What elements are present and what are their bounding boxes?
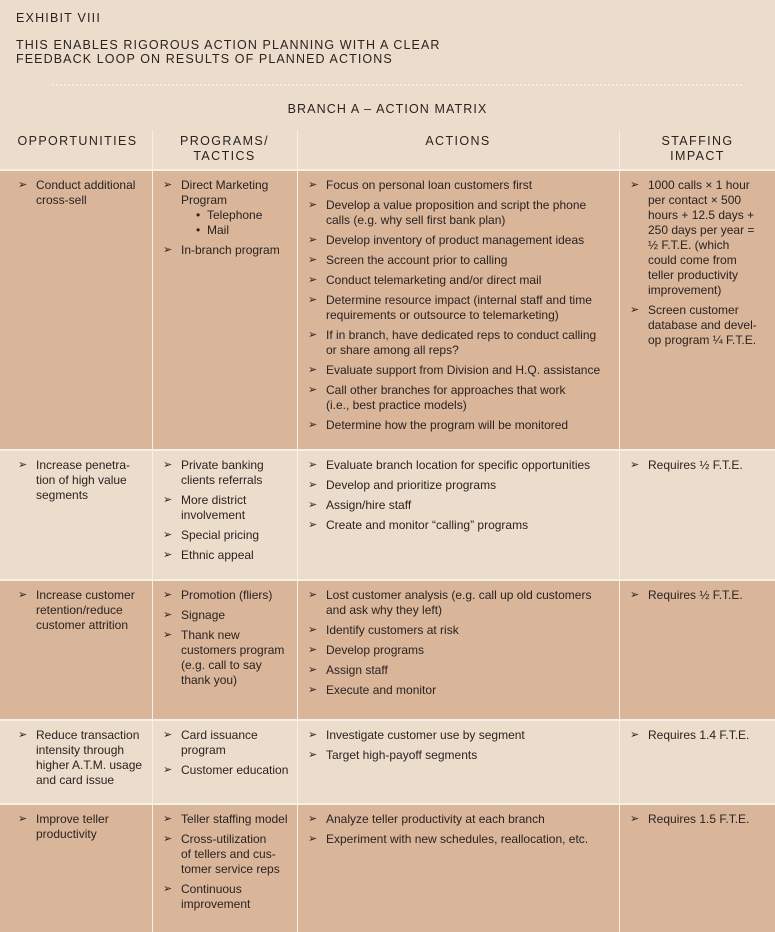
column-divider xyxy=(297,130,298,932)
action-item xyxy=(308,233,618,248)
arrow-bullet-icon: ➢ xyxy=(163,833,173,845)
text-line: Analyze teller productivity at each branch xyxy=(326,812,545,826)
dotted-divider xyxy=(52,84,742,86)
text-line: Reduce transaction xyxy=(36,728,140,742)
text-line: If in branch, have dedicated reps to conduct calling xyxy=(326,328,597,342)
text-line: Program xyxy=(181,193,228,207)
text-line: Assign/hire staff xyxy=(326,498,412,512)
arrow-bullet-icon: ➢ xyxy=(163,729,173,741)
text-line: productivity xyxy=(36,827,97,841)
opportunity-item xyxy=(18,728,148,788)
text-line: retention/reduce xyxy=(36,603,123,617)
headline xyxy=(16,38,616,66)
matrix-row xyxy=(0,804,775,932)
text-line: Determine how the program will be monitored xyxy=(326,418,569,432)
arrow-bullet-icon: ➢ xyxy=(163,813,173,825)
text-line: Develop inventory of product management ideas xyxy=(326,233,585,247)
arrow-bullet-icon: ➢ xyxy=(18,459,28,471)
matrix-cell-staffing xyxy=(630,812,770,832)
text-line: Experiment with new schedules, reallocation, etc. xyxy=(326,832,589,846)
text-line: and ask why they left) xyxy=(326,603,443,617)
arrow-bullet-icon: ➢ xyxy=(630,813,640,825)
matrix-cell-actions xyxy=(308,812,618,852)
text-line: customers program xyxy=(181,643,285,657)
text-line: could come from xyxy=(648,253,737,267)
text-line: 1000 calls × 1 hour xyxy=(648,178,750,192)
arrow-bullet-icon: ➢ xyxy=(308,254,318,266)
arrow-bullet-icon: ➢ xyxy=(308,274,318,286)
text-line: customer attrition xyxy=(36,618,129,632)
arrow-bullet-icon: ➢ xyxy=(308,234,318,246)
arrow-bullet-icon: ➢ xyxy=(308,589,318,601)
arrow-bullet-icon: ➢ xyxy=(630,179,640,191)
text-line: Create and monitor “calling” programs xyxy=(326,518,529,532)
subitem-label: Telephone xyxy=(207,208,263,222)
action-item xyxy=(308,748,618,763)
text-line: Cross-utilization xyxy=(181,832,267,846)
row-separator xyxy=(0,803,775,805)
arrow-bullet-icon: ➢ xyxy=(630,589,640,601)
arrow-bullet-icon: ➢ xyxy=(163,629,173,641)
column-header-programs xyxy=(153,134,296,164)
arrow-bullet-icon: ➢ xyxy=(308,664,318,676)
arrow-bullet-icon: ➢ xyxy=(308,329,318,341)
arrow-bullet-icon: ➢ xyxy=(308,749,318,761)
arrow-bullet-icon: ➢ xyxy=(163,883,173,895)
matrix-cell-actions xyxy=(308,178,618,438)
text-line: Conduct additional xyxy=(36,178,136,192)
text-line: Ethnic appeal xyxy=(181,548,254,562)
text-line: Requires 1.4 F.T.E. xyxy=(648,728,750,742)
opportunity-item xyxy=(18,588,148,633)
matrix-cell-programs xyxy=(163,178,295,263)
text-line: Card issuance xyxy=(181,728,258,742)
text-line: Continuous xyxy=(181,882,242,896)
program-item xyxy=(163,628,295,688)
opportunity-item xyxy=(18,178,148,208)
action-item xyxy=(308,588,618,618)
column-header-label: OPPORTUNITIES xyxy=(17,134,138,148)
column-header-staffing xyxy=(620,134,775,164)
text-line: op program ¼ F.T.E. xyxy=(648,333,757,347)
matrix-cell-actions xyxy=(308,728,618,768)
text-line: and card issue xyxy=(36,773,115,787)
program-item xyxy=(163,882,295,912)
staffing-item xyxy=(630,178,770,298)
matrix-cell-programs xyxy=(163,812,295,917)
arrow-bullet-icon: ➢ xyxy=(308,419,318,431)
action-item xyxy=(308,478,618,493)
arrow-bullet-icon: ➢ xyxy=(308,684,318,696)
text-line: hours + 12.5 days + xyxy=(648,208,755,222)
arrow-bullet-icon: ➢ xyxy=(308,624,318,636)
text-line: Promotion (fliers) xyxy=(181,588,273,602)
action-item xyxy=(308,198,618,228)
column-header-label: TACTICS xyxy=(193,149,256,163)
column-header-label: ACTIONS xyxy=(425,134,491,148)
matrix-cell-opportunity xyxy=(18,178,148,213)
action-item xyxy=(308,363,618,378)
arrow-bullet-icon: ➢ xyxy=(308,364,318,376)
text-line: of tellers and cus- xyxy=(181,847,276,861)
matrix-title: BRANCH A – ACTION MATRIX xyxy=(287,102,488,116)
program-item xyxy=(163,548,295,563)
arrow-bullet-icon: ➢ xyxy=(163,589,173,601)
action-item xyxy=(308,663,618,678)
action-item xyxy=(308,273,618,288)
action-item xyxy=(308,518,618,533)
arrow-bullet-icon: ➢ xyxy=(308,479,318,491)
arrow-bullet-icon: ➢ xyxy=(308,519,318,531)
matrix-cell-staffing xyxy=(630,458,770,478)
matrix-cell-opportunity xyxy=(18,588,148,638)
arrow-bullet-icon: ➢ xyxy=(163,609,173,621)
text-line: Requires ½ F.T.E. xyxy=(648,588,743,602)
program-item xyxy=(163,588,295,603)
arrow-bullet-icon: ➢ xyxy=(163,549,173,561)
action-item xyxy=(308,812,618,827)
arrow-bullet-icon: ➢ xyxy=(18,589,28,601)
program-subitem xyxy=(181,208,295,223)
text-line: 250 days per year = xyxy=(648,223,755,237)
text-line: ½ F.T.E. (which xyxy=(648,238,730,252)
arrow-bullet-icon: ➢ xyxy=(163,179,173,191)
action-item xyxy=(308,293,618,323)
text-line: Teller staffing model xyxy=(181,812,288,826)
action-item xyxy=(308,498,618,513)
program-item xyxy=(163,493,295,523)
matrix-cell-opportunity xyxy=(18,812,148,847)
program-item xyxy=(163,243,295,258)
text-line: Conduct telemarketing and/or direct mail xyxy=(326,273,542,287)
text-line: Develop and prioritize programs xyxy=(326,478,497,492)
arrow-bullet-icon: ➢ xyxy=(163,529,173,541)
text-line: Screen customer xyxy=(648,303,739,317)
matrix-cell-programs xyxy=(163,588,295,693)
action-item xyxy=(308,623,618,638)
action-item xyxy=(308,643,618,658)
action-item xyxy=(308,383,618,413)
matrix-row xyxy=(0,450,775,580)
program-item xyxy=(163,608,295,623)
arrow-bullet-icon: ➢ xyxy=(308,833,318,845)
text-line: Requires ½ F.T.E. xyxy=(648,458,743,472)
action-item xyxy=(308,253,618,268)
program-item xyxy=(163,178,295,238)
text-line: Develop a value proposition and script the phone xyxy=(326,198,587,212)
text-line: Investigate customer use by segment xyxy=(326,728,525,742)
bullet-dot-icon: • xyxy=(196,208,201,222)
text-line: tomer service reps xyxy=(181,862,280,876)
opportunity-item xyxy=(18,812,148,842)
text-line: improvement) xyxy=(648,283,722,297)
row-separator xyxy=(0,169,775,171)
text-line: Evaluate branch location for specific opportunities xyxy=(326,458,591,472)
column-header-label: IMPACT xyxy=(670,149,725,163)
text-line: thank you) xyxy=(181,673,238,687)
arrow-bullet-icon: ➢ xyxy=(308,729,318,741)
arrow-bullet-icon: ➢ xyxy=(308,294,318,306)
program-item xyxy=(163,528,295,543)
arrow-bullet-icon: ➢ xyxy=(163,244,173,256)
arrow-bullet-icon: ➢ xyxy=(163,764,173,776)
program-item xyxy=(163,832,295,877)
program-item xyxy=(163,763,295,778)
text-line: Focus on personal loan customers first xyxy=(326,178,533,192)
row-separator xyxy=(0,579,775,581)
matrix-cell-programs xyxy=(163,458,295,568)
action-item xyxy=(308,832,618,847)
action-item xyxy=(308,328,618,358)
program-item xyxy=(163,812,295,827)
text-line: Special pricing xyxy=(181,528,260,542)
row-separator xyxy=(0,719,775,721)
text-line: (i.e., best practice models) xyxy=(326,398,467,412)
text-line: or share among all reps? xyxy=(326,343,459,357)
text-line: Target high-payoff segments xyxy=(326,748,478,762)
subitem-label: Mail xyxy=(207,223,230,237)
staffing-item xyxy=(630,728,770,743)
staffing-item xyxy=(630,812,770,827)
matrix-row xyxy=(0,170,775,450)
arrow-bullet-icon: ➢ xyxy=(630,459,640,471)
program-item xyxy=(163,728,295,758)
matrix-row xyxy=(0,720,775,804)
arrow-bullet-icon: ➢ xyxy=(18,179,28,191)
arrow-bullet-icon: ➢ xyxy=(308,384,318,396)
arrow-bullet-icon: ➢ xyxy=(630,729,640,741)
text-line: segments xyxy=(36,488,89,502)
row-separator xyxy=(0,449,775,451)
text-line: Private banking xyxy=(181,458,264,472)
text-line: Increase penetra- xyxy=(36,458,131,472)
matrix-cell-staffing xyxy=(630,178,770,353)
matrix-cell-actions xyxy=(308,458,618,538)
opportunity-item xyxy=(18,458,148,503)
arrow-bullet-icon: ➢ xyxy=(18,729,28,741)
column-header-opportunities xyxy=(10,134,145,149)
action-item xyxy=(308,683,618,698)
column-header-label: STAFFING xyxy=(661,134,734,148)
text-line: tion of high value xyxy=(36,473,127,487)
text-line: Signage xyxy=(181,608,226,622)
text-line: Direct Marketing xyxy=(181,178,269,192)
text-line: higher A.T.M. usage xyxy=(36,758,143,772)
matrix-cell-actions xyxy=(308,588,618,703)
text-line: teller productivity xyxy=(648,268,739,282)
text-line: Develop programs xyxy=(326,643,425,657)
matrix-cell-staffing xyxy=(630,728,770,748)
matrix-cell-opportunity xyxy=(18,728,148,793)
text-line: intensity through xyxy=(36,743,125,757)
matrix-cell-staffing xyxy=(630,588,770,608)
action-item xyxy=(308,728,618,743)
text-line: database and devel- xyxy=(648,318,757,332)
text-line: Determine resource impact (internal staff and time xyxy=(326,293,592,307)
text-line: Thank new xyxy=(181,628,240,642)
text-line: Execute and monitor xyxy=(326,683,437,697)
text-line: Identify customers at risk xyxy=(326,623,459,637)
arrow-bullet-icon: ➢ xyxy=(163,459,173,471)
action-item xyxy=(308,458,618,473)
column-divider xyxy=(152,130,153,932)
text-line: Call other branches for approaches that work xyxy=(326,383,566,397)
text-line: Screen the account prior to calling xyxy=(326,253,508,267)
text-line: per contact × 500 xyxy=(648,193,742,207)
action-item xyxy=(308,178,618,193)
arrow-bullet-icon: ➢ xyxy=(308,199,318,211)
staffing-item xyxy=(630,458,770,473)
text-line: Improve teller xyxy=(36,812,109,826)
exhibit-label: EXHIBIT VIII xyxy=(16,11,102,25)
headline-line: THIS ENABLES RIGOROUS ACTION PLANNING WITH A CLEAR xyxy=(16,38,441,52)
arrow-bullet-icon: ➢ xyxy=(308,813,318,825)
column-divider xyxy=(619,130,620,932)
text-line: In-branch program xyxy=(181,243,280,257)
text-line: cross-sell xyxy=(36,193,87,207)
column-header-actions xyxy=(298,134,618,149)
text-line: requirements or outsource to telemarketing) xyxy=(326,308,559,322)
text-line: program xyxy=(181,743,226,757)
text-line: Requires 1.5 F.T.E. xyxy=(648,812,750,826)
text-line: More district xyxy=(181,493,247,507)
text-line: Increase customer xyxy=(36,588,135,602)
matrix-cell-opportunity xyxy=(18,458,148,508)
arrow-bullet-icon: ➢ xyxy=(308,179,318,191)
text-line: Customer education xyxy=(181,763,289,777)
arrow-bullet-icon: ➢ xyxy=(630,304,640,316)
arrow-bullet-icon: ➢ xyxy=(308,499,318,511)
text-line: involvement xyxy=(181,508,246,522)
text-line: clients referrals xyxy=(181,473,263,487)
program-item xyxy=(163,458,295,488)
staffing-item xyxy=(630,588,770,603)
program-subitem xyxy=(181,223,295,238)
text-line: (e.g. call to say xyxy=(181,658,262,672)
staffing-item xyxy=(630,303,770,348)
bullet-dot-icon: • xyxy=(196,223,201,237)
headline-line: FEEDBACK LOOP ON RESULTS OF PLANNED ACTIONS xyxy=(16,52,393,66)
arrow-bullet-icon: ➢ xyxy=(18,813,28,825)
action-item xyxy=(308,418,618,433)
arrow-bullet-icon: ➢ xyxy=(308,644,318,656)
arrow-bullet-icon: ➢ xyxy=(163,494,173,506)
text-line: improvement xyxy=(181,897,251,911)
text-line: Assign staff xyxy=(326,663,388,677)
matrix-cell-programs xyxy=(163,728,295,783)
column-header-label: PROGRAMS/ xyxy=(180,134,269,148)
text-line: calls (e.g. why sell first bank plan) xyxy=(326,213,506,227)
arrow-bullet-icon: ➢ xyxy=(308,459,318,471)
text-line: Lost customer analysis (e.g. call up old customers xyxy=(326,588,592,602)
matrix-row xyxy=(0,580,775,720)
text-line: Evaluate support from Division and H.Q. assistance xyxy=(326,363,601,377)
